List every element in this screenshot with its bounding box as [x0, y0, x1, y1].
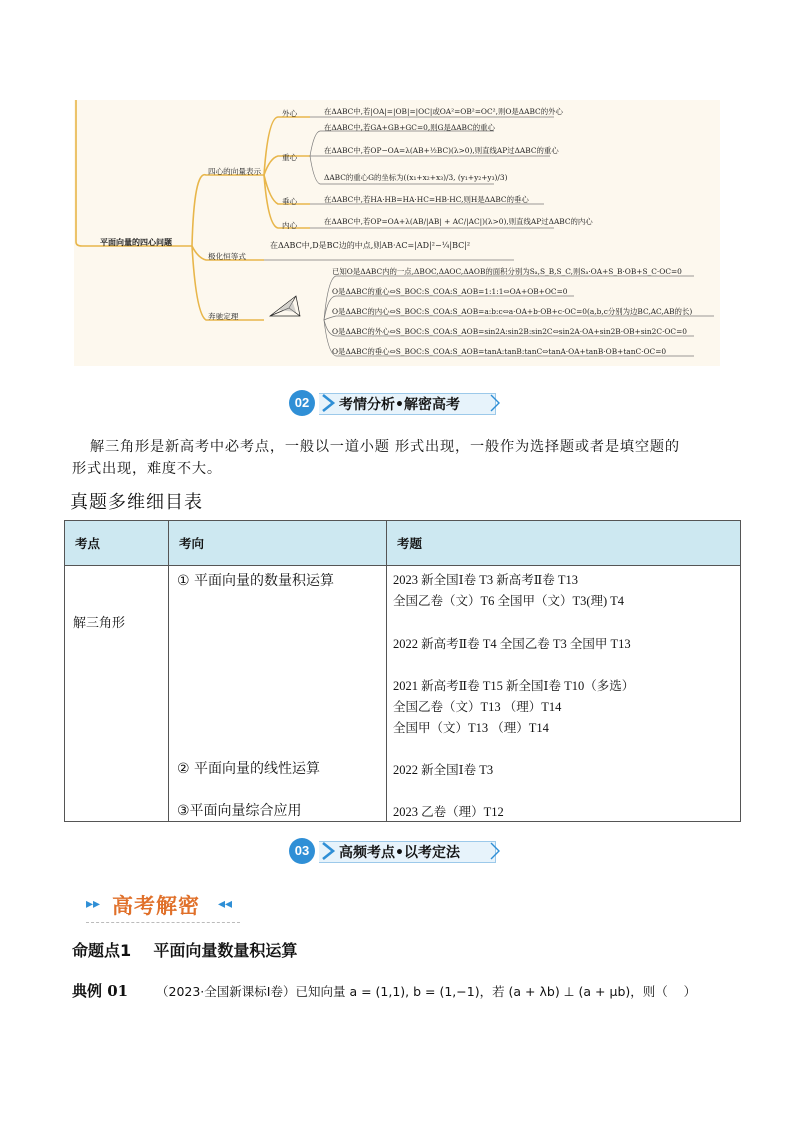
- trunk-line: [76, 100, 192, 246]
- branch-benz: 奔驰定理: [208, 312, 239, 321]
- leaf-gravity-3: ΔABC的重心G的坐标为((x₁+x₂+x₃)/3, (y₁+y₂+y₃)/3): [324, 173, 508, 182]
- table-header-row: [65, 521, 741, 566]
- header-topic: 考点: [65, 521, 169, 566]
- leaf-benz-2: O是ΔABC的内心⇔S_BOC:S_COA:S_AOB=a:b:c⇔a·OA+b·OB+c·OC=0(a,b,c分别为边BC,AC,AB的长): [332, 307, 693, 316]
- direction-cell: [169, 566, 387, 822]
- direction-3: ③平面向量综合应用: [177, 803, 302, 819]
- mind-map-root: 平面向量的四心问题: [100, 238, 172, 247]
- table-row: [65, 566, 741, 822]
- topic-text: 解三角形: [73, 616, 126, 631]
- section-banner-02: [289, 390, 509, 416]
- exam-table: [64, 520, 741, 822]
- header-exams: 考题: [387, 521, 741, 566]
- secret-heading: [86, 890, 240, 923]
- center-outer: 外心: [282, 109, 298, 118]
- triangle-figure: [270, 296, 300, 316]
- exam-line: 2023 乙卷（理）T12: [393, 805, 504, 819]
- leaf-gravity-2: 在ΔABC中,若OP−OA=λ(AB+½BC)(λ>0),则直线AP过ΔABC的重心: [324, 146, 559, 155]
- topic-cell: [65, 566, 169, 822]
- double-arrow-right-icon: ▸▸: [86, 896, 101, 912]
- chevron-right-icon: [489, 841, 503, 861]
- example-text: （2023·全国新课标Ⅰ卷）已知向量 a = (1,1), b = (1,−1)，若 (a + λb) ⊥ (a + μb)，则（ ）: [156, 984, 697, 999]
- section-title: 考情分析•解密高考: [339, 397, 460, 413]
- sub-outer-line: [264, 117, 310, 175]
- center-ortho: 垂心: [282, 197, 298, 206]
- leaf-benz-0: 已知O是ΔABC内的一点,ΔBOC,ΔAOC,ΔAOB的面积分别为Sₐ,S_B,S_C,则Sₐ·OA+S_B·OB+S_C·OC=0: [332, 267, 682, 276]
- exam-line: 全国乙卷（文）T6 全国甲（文）T3(理) T4: [393, 594, 625, 608]
- intro-line-1: 解三角形是新高考中必考点，一般以一道小题 形式出现，一般作为选择题或者是填空题的: [90, 439, 680, 455]
- leaf-polar-1: 在ΔABC中,D是BC边的中点,则AB·AC=|AD|²−¼|BC|²: [270, 241, 471, 250]
- proposition-heading: 命题点1 平面向量数量积运算: [72, 941, 298, 960]
- leaf-benz-1: O是ΔABC的重心⇔S_BOC:S_COA:S_AOB=1:1:1⇔OA+OB+OC=0: [332, 287, 568, 296]
- leaf-inner-1: 在ΔABC中,若OP=OA+λ(AB/|AB| + AC/|AC|)(λ>0),则直线AP过ΔABC的内心: [324, 217, 593, 226]
- chevron-right-icon: [489, 393, 503, 413]
- exam-line: 全国乙卷（文）T13 （理）T14: [393, 700, 562, 714]
- leaf-outer-1: 在ΔABC中,若|OA|=|OB|=|OC|或OA²=OB²=OC²,则O是ΔABC的外心: [324, 107, 563, 116]
- chevron-right-icon: [319, 841, 341, 861]
- intro-line-2: 形式出现，难度不大。: [72, 461, 222, 477]
- section-banner-03: [289, 838, 509, 864]
- exam-line: 2022 新全国Ⅰ卷 T3: [393, 763, 494, 777]
- direction-2: ② 平面向量的线性运算: [177, 761, 321, 777]
- section-title: 高频考点•以考定法: [339, 845, 460, 861]
- direction-1: ① 平面向量的数量积运算: [177, 573, 335, 589]
- table-title: 真题多维细目表: [70, 492, 203, 513]
- chevron-right-icon: [319, 393, 341, 413]
- section-number-badge: 02: [289, 390, 315, 416]
- example-label: 典例 01: [72, 982, 129, 1000]
- leaf-benz-3: O是ΔABC的外心⇔S_BOC:S_COA:S_AOB=sin2A:sin2B:sin2C⇔sin2A·OA+sin2B·OB+sin2C·OC=0: [332, 327, 687, 336]
- exams-cell: [387, 566, 741, 822]
- leaf-benz-4: O是ΔABC的垂心⇔S_BOC:S_COA:S_AOB=tanA:tanB:tanC⇔tanA·OA+tanB·OB+tanC·OC=0: [332, 347, 667, 356]
- branch-four-centers-line: [192, 175, 264, 246]
- exam-line: 全国甲（文）T13 （理）T14: [393, 721, 549, 735]
- exam-line: 2023 新全国Ⅰ卷 T3 新高考Ⅱ卷 T13: [393, 573, 578, 587]
- leaf-ortho-1: 在ΔABC中,若HA·HB=HA·HC=HB·HC,则H是ΔABC的垂心: [324, 195, 529, 204]
- double-arrow-left-icon: ◂◂: [218, 896, 233, 912]
- exam-line: 2021 新高考Ⅱ卷 T15 新全国Ⅰ卷 T10（多选）: [393, 679, 635, 693]
- mind-map: [74, 100, 720, 366]
- exam-line: 2022 新高考Ⅱ卷 T4 全国乙卷 T3 全国甲 T13: [393, 637, 631, 651]
- branch-polarization: 极化恒等式: [208, 252, 246, 261]
- secret-title: 高考解密: [112, 894, 200, 918]
- center-inner: 内心: [282, 221, 298, 230]
- center-gravity: 重心: [282, 153, 298, 162]
- leaf-gravity-1: 在ΔABC中,若GA+GB+GC=0,则G是ΔABC的重心: [324, 123, 495, 132]
- section-number-badge: 03: [289, 838, 315, 864]
- header-direction: 考向: [169, 521, 387, 566]
- branch-four-centers: 四心的向量表示: [208, 167, 262, 176]
